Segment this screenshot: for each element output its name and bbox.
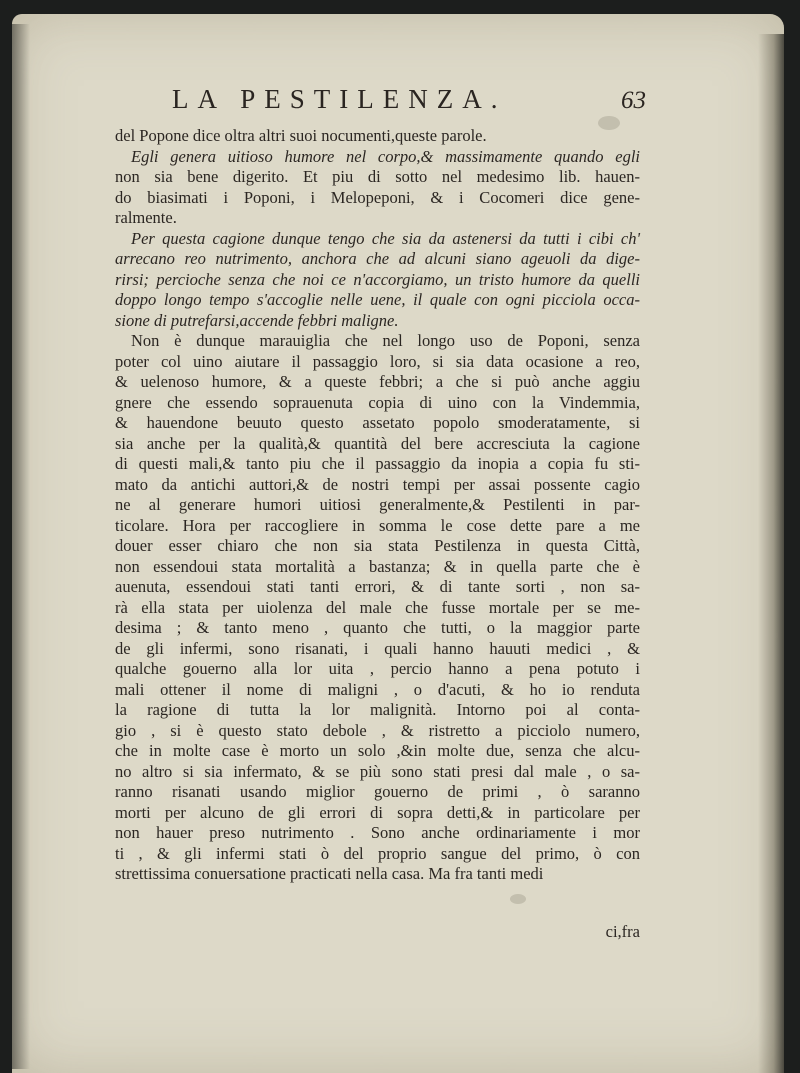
- text-line: Per questa cagione dunque tengo che sia da astenersi da tutti i cibi ch': [131, 228, 640, 248]
- text-line: ticolare. Hora per raccogliere in somma le cose dette pare a me: [115, 515, 640, 535]
- text-line: che in molte case è morto un solo ,&in molte due, senza che alcu-: [115, 741, 640, 760]
- binding-gutter: [12, 24, 30, 1069]
- paper-stain: [510, 894, 526, 904]
- text-line: Non è dunque marauiglia che nel longo uso de Poponi, senza: [131, 331, 640, 350]
- text-line: la ragione di tutta la lor malignità. Intorno poi al conta-: [115, 700, 640, 719]
- text-line: arrecano reo nutrimento, anchora che ad alcuni siano ageuoli da dige-: [115, 249, 640, 268]
- text-line: gio , si è questo stato debole , & ristretto a picciolo numero,: [115, 720, 640, 740]
- text-line: gnere che essendo soprauenuta copia di uino con la Vindemmia,: [115, 392, 640, 412]
- text-line: non sia bene digerito. Et piu di sotto nel medesimo lib. hauen-: [115, 167, 640, 186]
- text-line: poter col uino aiutare il passaggio loro, si sia data ocasione a reo,: [115, 351, 640, 371]
- text-line: mali ottener il nome di maligni , o d'acuti, & ho io renduta: [115, 679, 640, 699]
- text-line: ti , & gli infermi stati ò del proprio sangue del primo, ò con: [115, 843, 640, 863]
- text-line: Egli genera uitioso humore nel corpo,& massimamente quando egli: [131, 146, 640, 166]
- text-line: morti per alcuno de gli errori di sopra detti,& in particolare per: [115, 802, 640, 822]
- text-line: douer esser chiaro che non sia stata Pestilenza in questa Città,: [115, 536, 640, 555]
- text-line: strettissima conuersatione practicati nella casa. Ma fra tanti medi: [115, 864, 544, 883]
- text-line: di questi mali,& tanto piu che il passaggio da inopia a copia fu sti-: [115, 454, 640, 473]
- text-line: non hauer preso nutrimento . Sono anche ordinariamente i mor: [115, 823, 640, 842]
- text-line: rirsi; percioche senza che noi ce n'accorgiamo, un tristo humore da quelli: [115, 269, 640, 289]
- body-text: [115, 126, 640, 885]
- text-line: de gli infermi, sono risanati, i quali hanno hauuti medici , &: [115, 638, 640, 658]
- text-line: ralmente.: [115, 208, 177, 227]
- text-line: sia anche per la qualità,& quantità del bere accresciuta la cagione: [115, 433, 640, 453]
- catchword-row: [115, 922, 640, 944]
- text-line: & hauendone beuuto questo assetato popolo smoderatamente, si: [115, 413, 640, 432]
- text-line: & uelenoso humore, & a queste febbri; a che si può anche aggiu: [115, 372, 640, 391]
- text-line: do biasimati i Poponi, i Melopeponi, & i Cocomeri dice gene-: [115, 187, 640, 207]
- text-line: doppo longo tempo s'accoglie nelle uene, il quale con ogni picciola occa-: [115, 290, 640, 309]
- text-line: sione di putrefarsi,accende febbri maligne.: [115, 310, 399, 330]
- text-line: rà ella stata per uiolenza del male che fusse mortale per se me-: [115, 597, 640, 617]
- text-line: desima ; & tanto meno , quanto che tutti, o la maggior parte: [115, 618, 640, 637]
- page-number: 63: [621, 87, 646, 114]
- text-line: non essendoui stata mortalità a bastanza; & in quella parte che è: [115, 556, 640, 576]
- text-line: qualche gouerno alla lor uita , percio hanno a pena potuto i: [115, 659, 640, 678]
- page-edge-shadow: [758, 34, 784, 1073]
- text-line: no altro si sia infermato, & se più sono stati presi dal male , o sa-: [115, 761, 640, 781]
- text-line: ranno risanati usando miglior gouerno de primi , ò saranno: [115, 782, 640, 801]
- running-title: LA PESTILENZA.: [172, 84, 507, 114]
- text-line: ne al generare humori uitiosi generalmente,& Pestilenti in par-: [115, 495, 640, 514]
- text-line: auenuta, essendoui stati tanti errori, & di tante sorti , non sa-: [115, 577, 640, 596]
- text-line: mato da antichi auttori,& de nostri tempi per assai possente cagio: [115, 474, 640, 494]
- text-line: del Popone dice oltra altri suoi nocumenti,queste parole.: [115, 126, 487, 145]
- catchword: ci,fra: [605, 922, 640, 941]
- page-header: [150, 84, 650, 124]
